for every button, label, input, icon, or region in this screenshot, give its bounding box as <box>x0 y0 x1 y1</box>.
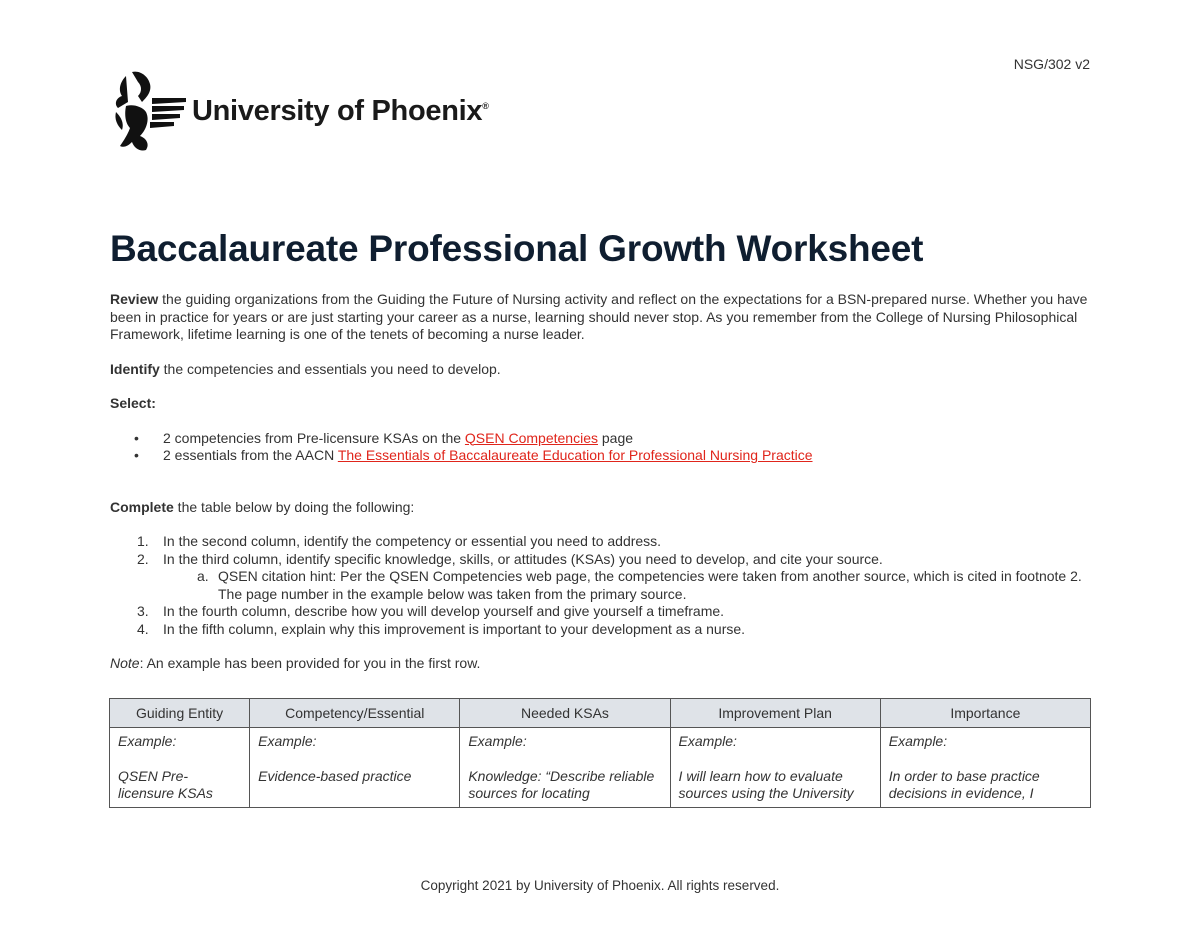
substeps-list <box>163 568 1090 603</box>
header-importance: Importance <box>880 699 1090 728</box>
header-improvement-plan: Improvement Plan <box>670 699 880 728</box>
aacn-essentials-link[interactable]: The Essentials of Baccalaureate Education for Professional Nursing Practice <box>337 447 813 463</box>
list-item: 3. In the fourth column, describe how you will develop yourself and give yourself a timeframe. <box>137 603 725 619</box>
header-guiding-entity: Guiding Entity <box>110 699 250 728</box>
table-cell[interactable]: Example: Knowledge: “Describe reliable sources for locating <box>460 728 670 808</box>
list-item: • 2 essentials from the AACN The Essentials of Baccalaureate Education for Professional Nursing Practice <box>110 447 1090 465</box>
list-item: a. QSEN citation hint: Per the QSEN Competencies web page, the competencies were taken from another source, which is cited in footnote 2. The page number in the example below was taken from the primary source. <box>197 568 1082 602</box>
phoenix-bird-icon <box>112 68 188 154</box>
list-item: 2. In the third column, identify specific knowledge, skills, or attitudes (KSAs) you need to develop, and cite your source. a. QSEN citation hint: Per the QSEN Competencies web page, the competencies were taken from another source, which is cited in footnote 2. The page number in the example below was taken from the primary source. <box>110 551 1090 604</box>
table-cell[interactable]: Example: I will learn how to evaluate sources using the University <box>670 728 880 808</box>
note-paragraph: Note: An example has been provided for you in the first row. <box>110 655 481 671</box>
header-competency: Competency/Essential <box>250 699 460 728</box>
complete-paragraph: Complete the table below by doing the following: <box>110 498 415 515</box>
table-cell[interactable]: Example: In order to base practice decisions in evidence, I <box>880 728 1090 808</box>
university-logo <box>112 68 489 154</box>
course-code: NSG/302 v2 <box>1013 56 1090 72</box>
list-item: 1. In the second column, identify the competency or essential you need to address. <box>137 533 662 549</box>
growth-table <box>109 698 1091 808</box>
copyright-footer: Copyright 2021 by University of Phoenix. All rights reserved. <box>420 878 780 893</box>
list-item: 4. In the fifth column, explain why this improvement is important to your development as a nurse. <box>137 620 746 637</box>
instructions <box>110 291 1090 673</box>
logo-wordmark: University of Phoenix® <box>192 94 489 127</box>
list-item: • 2 competencies from Pre-licensure KSAs on the QSEN Competencies page <box>110 430 1090 448</box>
table-cell[interactable]: Example: QSEN Pre-licensure KSAs <box>110 728 250 808</box>
header-needed-ksas: Needed KSAs <box>460 699 670 728</box>
page-title: Baccalaureate Professional Growth Worksheet <box>110 228 924 269</box>
table-header-row <box>110 699 1091 728</box>
table-row <box>110 728 1091 808</box>
table-cell[interactable]: Example: Evidence-based practice <box>250 728 460 808</box>
qsen-competencies-link[interactable]: QSEN Competencies <box>464 429 598 446</box>
review-paragraph: Review the guiding organizations from the Guiding the Future of Nursing activity and reflect on the expectations for a BSN-prepared nurse. Whether you have been in practice for years or are just starting your career as a nurse, learning should never stop. As you remember from the College of Nursing Philosophical Framework, lifetime learning is one of the tenets of becoming a nurse leader. <box>110 291 1088 342</box>
steps-list <box>110 533 1090 638</box>
identify-paragraph: Identify the competencies and essentials you need to develop. <box>110 360 501 377</box>
select-list <box>110 430 1090 465</box>
select-label: Select: <box>110 395 156 411</box>
